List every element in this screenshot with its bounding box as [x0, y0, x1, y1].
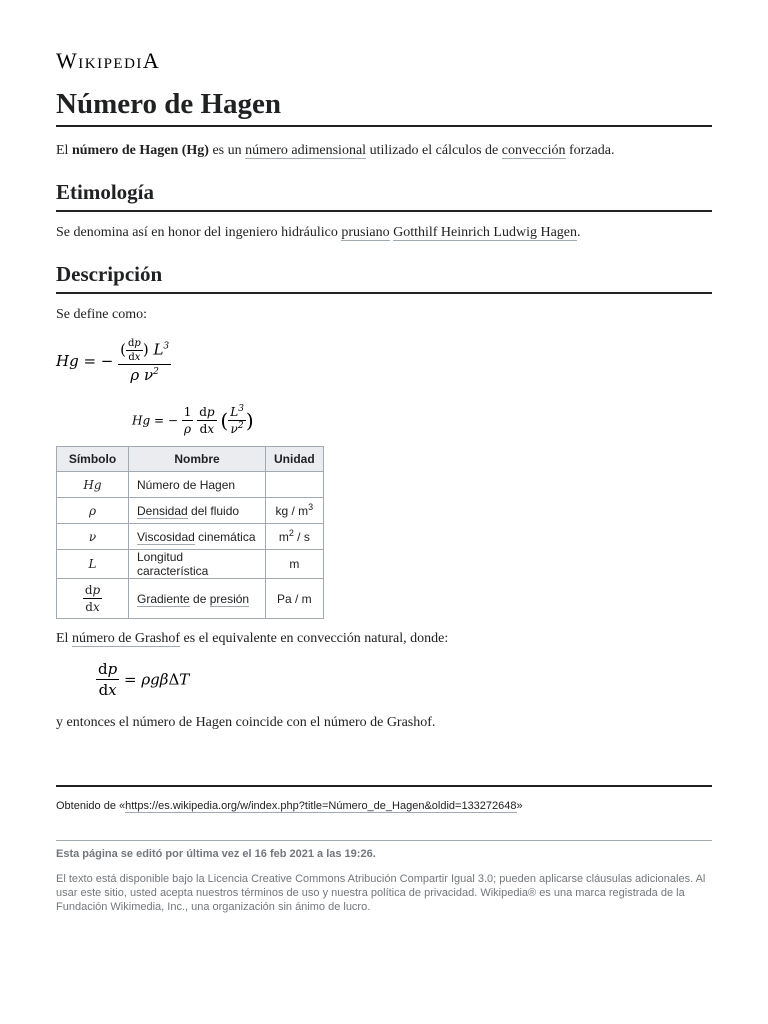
conclusion-paragraph: y entonces el número de Hagen coincide con el número de Grashof.: [56, 715, 436, 730]
retrieved-from: Obtenido de «https://es.wikipedia.org/w/index.php?title=Número_de_Hagen&oldid=133272648»: [56, 800, 523, 812]
table-cell-unit: Pa / m: [266, 579, 324, 619]
table-cell-unit: [266, 472, 324, 498]
table-header-row: [57, 447, 324, 472]
define-paragraph: Se define como:: [56, 307, 147, 322]
table-cell-symbol: ν: [57, 524, 129, 550]
link-gotthilf-hagen[interactable]: Gotthilf Heinrich Ludwig Hagen: [393, 225, 577, 240]
heading-etimologia: Etimología: [56, 178, 712, 212]
link-viscosidad[interactable]: Viscosidad: [137, 529, 195, 544]
page-title: Número de Hagen: [56, 84, 712, 127]
last-edit-info: Esta página se editó por última vez el 16 feb 2021 a las 19:26.: [56, 848, 376, 860]
grashof-paragraph: El número de Grashof es el equivalente en convección natural, donde:: [56, 631, 449, 646]
table-cell-name: Número de Hagen: [129, 472, 266, 498]
table-cell-unit: kg / $m^3$: [266, 498, 324, 524]
table-header: Símbolo: [57, 447, 129, 472]
table-cell-symbol: ρ: [57, 498, 129, 524]
table-row: [57, 550, 324, 579]
formula-grashof: $\frac{dp}{dx}$ = ρgβΔT: [98, 660, 190, 699]
formula-hagen-1: Hg = − ( $\frac{dp}{dx}$ ) $L^3$ ρ $\nu^2$: [56, 338, 170, 384]
table-cell-name: Viscosidad cinemática: [129, 524, 266, 550]
etimologia-paragraph: Se denomina así en honor del ingeniero hidráulico prusiano Gotthilf Heinrich Ludwig Hagen.: [56, 225, 581, 240]
table-cell-symbol: Hg: [57, 472, 129, 498]
content-divider: [56, 785, 712, 787]
table-row: [57, 498, 324, 524]
table-row: [57, 524, 324, 550]
license-text: El texto está disponible bajo la Licencia Creative Commons Atribución Compartir Igual 3.0; pueden aplicarse cláusulas adicionales. Al usar este sitio, usted acepta nuestros términos de uso y nuestra política de privacidad. Wikipedia® es una marca registrada de la Fundación Wikimedia, Inc., una organización sin ánimo de lucro.: [56, 873, 706, 913]
table-header: Nombre: [129, 447, 266, 472]
table-row: [57, 472, 324, 498]
formula-hagen-2: Hg = − $\frac{1}{\rho}$ $\frac{dp}{dx}$ ( $\frac{L^3}{\nu^2}$ ): [132, 404, 254, 436]
table-header: Unidad: [266, 447, 324, 472]
table-cell-name: Gradiente de presión: [129, 579, 266, 619]
footer-divider: [56, 840, 712, 841]
table-cell-symbol: L: [57, 550, 129, 579]
link-numero-grashof[interactable]: número de Grashof: [71, 631, 181, 646]
table-cell-unit: $m^2$ / s: [266, 524, 324, 550]
link-gradiente[interactable]: Gradiente: [137, 591, 190, 606]
link-prusiano[interactable]: prusiano: [341, 225, 390, 240]
link-conveccion[interactable]: convección: [501, 143, 566, 158]
link-numero-adimensional[interactable]: número adimensional: [245, 143, 367, 158]
intro-paragraph: El número de Hagen (Hg) es un número adimensional utilizado el cálculos de convección forzada.: [56, 143, 615, 158]
table-cell-unit: m: [266, 550, 324, 579]
table-cell-name: Longitud característica: [129, 550, 266, 579]
permanent-link[interactable]: https://es.wikipedia.org/w/index.php?title=Número_de_Hagen&oldid=133272648: [125, 800, 517, 812]
link-densidad[interactable]: Densidad: [137, 503, 188, 518]
link-presion[interactable]: presión: [209, 591, 250, 606]
table-row: [57, 579, 324, 619]
wikipedia-logo[interactable]: WikipediA: [56, 48, 161, 73]
table-cell-symbol: $\frac{dp}{dx}$: [57, 579, 129, 619]
heading-descripcion: Descripción: [56, 260, 712, 294]
table-cell-name: Densidad del fluido: [129, 498, 266, 524]
symbols-table: [56, 446, 324, 619]
